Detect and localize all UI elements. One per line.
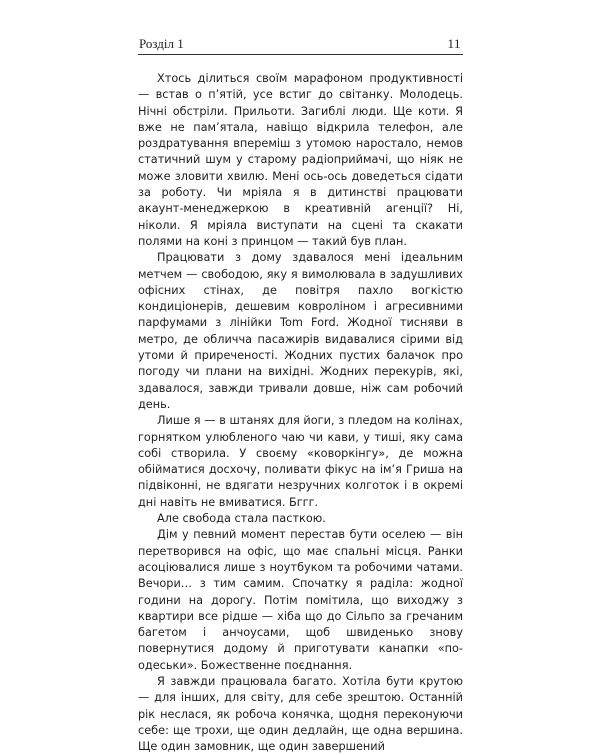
chapter-title: Розділ 1 [139, 36, 184, 51]
paragraph: Працювати з дому здавалося мені ідеальним метчем — свободою, яку я вимолювала в задушливих офісних стінах, де повітря пахло вогкістю кондиціонерів, дешевим ковроліном і агресивними парфумами з лінійки Tom Ford. Жодної тисняви в метро, де обличча пасажирів видавалися сірими від утоми й приреченості. Жодних пустих балачок про погоду чи плани на вихідні. Жодних перекурів, які, здавалося, завжди тривали довше, ніж сам робочий день. [138, 251, 463, 411]
running-header [138, 36, 463, 55]
paragraph: Але свобода стала пасткою. [157, 512, 326, 526]
paragraph: Я завжди працювала багато. Хотіла бути крутою — для інших, для світу, для себе зрештою. Останній рік неслася, як робоча конячка, щодня переконуючи себе: ще трохи, ще один дедлайн, ще одна вершина. Ще один замовник, ще один завершений [138, 674, 463, 754]
body-text [138, 71, 463, 755]
paragraph: Дім у певний момент перестав бути оселею — він перетворився на офіс, що має спальні місця. Ранки асоціювалися лише з ноутбуком та робочими чатами. Вечори… з тим самим. Спочатку я раділа: жодної години на дорогу. Потім помітила, що виходжу з квартири все рідше — хіба що до Сільпо за гречаним багетом і анчоусами, щоб швиденько знову повернутися додому й приготувати канапки «по-одеськи». Божественне поєднання. [138, 528, 463, 672]
paragraph: Хтось ділиться своїм марафоном продуктивності — встав о п’ятій, усе встиг до світанку. Молодець. Нічні обстріли. Прильоти. Загиблі люди. Ще коти. Я вже не пам’ятала, навіщо відкрила телефон, але роздратування впереміш з утомою наростало, немов статичний шум у старому радіоприймачі, що ніяк не може зловити хвилю. Мені ось-ось доведеться сідати за роботу. Чи мріяла я в дитинстві працювати акаунт-менеджеркою в креативній агенції? Ні, ніколи. Я мріяла виступати на сцені та скакати полями на коні з принцом — такий був план. [138, 72, 463, 248]
paragraph: Лише я — в штанях для йоги, з пледом на колінах, горнятком улюбленого чаю чи кави, у тиші, яку сама собі створила. У своєму «коворкінгу», де можна обійматися досхочу, поливати фікус на ім’я Гриша на підвіконні, не вдягати незручних колготок і в окремі дні навіть не вмиватися. Бггг. [138, 414, 463, 509]
page-number: 11 [447, 36, 461, 51]
book-page [138, 36, 463, 755]
